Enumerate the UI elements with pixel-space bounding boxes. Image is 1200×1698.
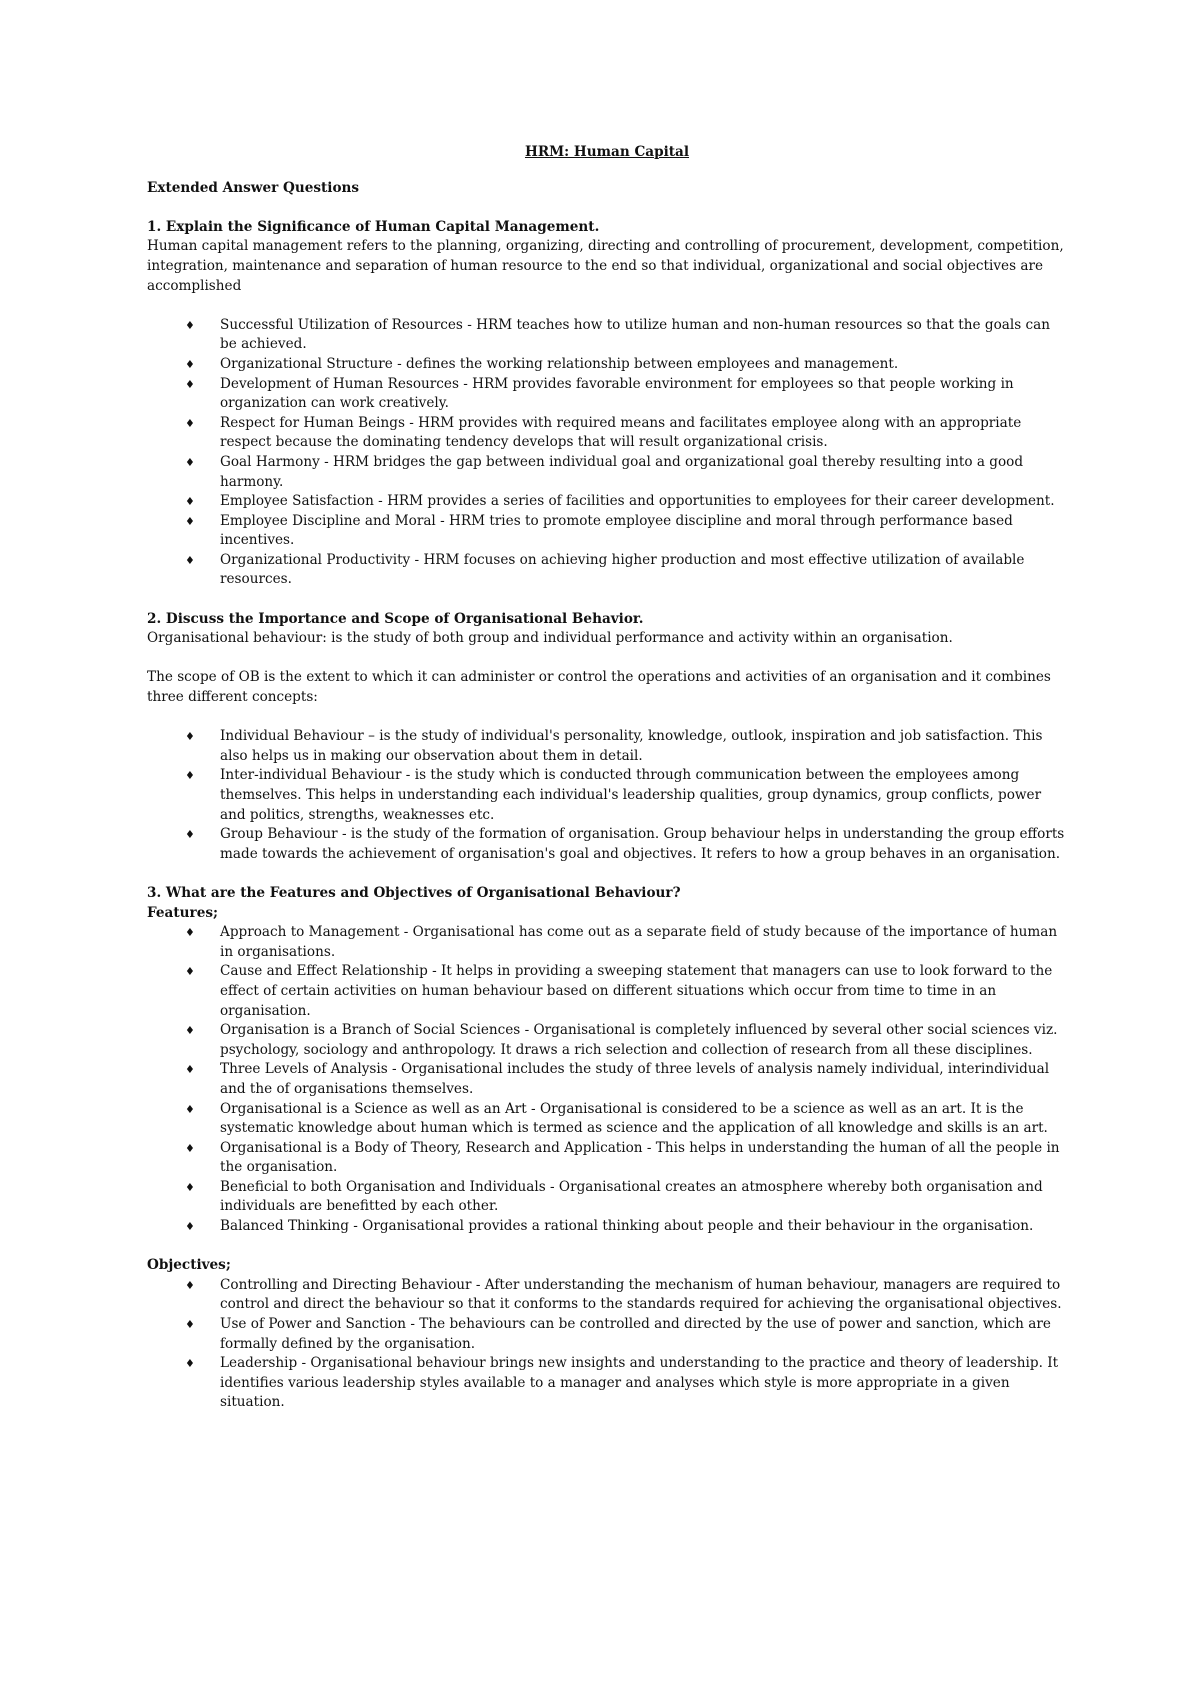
q2-bullet-list (147, 727, 1067, 864)
bullet-icon: ♦ (185, 1220, 195, 1234)
bullet-icon: ♦ (185, 1357, 195, 1371)
spacer (147, 590, 1067, 610)
list-item-text: Controlling and Directing Behaviour - After understanding the mechanism of human behaviour, managers are required to control and direct the behaviour so that it conforms to the standards required for achieving the organisational objectives. (220, 1276, 1062, 1313)
list-item (147, 492, 1067, 512)
spacer (147, 708, 1067, 728)
list-item (147, 1217, 1067, 1237)
bullet-icon: ♦ (185, 514, 195, 528)
list-item (147, 1354, 1067, 1413)
q3-heading: 3. What are the Features and Objectives of Organisational Behaviour? (147, 884, 681, 901)
list-item-text: Cause and Effect Relationship - It helps in providing a sweeping statement that managers can use to look forward to the effect of certain activities on human behaviour based on different situations which occur from time to time in an organisation. (220, 963, 1053, 1019)
bullet-icon: ♦ (185, 1141, 195, 1155)
bullet-icon: ♦ (185, 455, 195, 469)
list-item (147, 1178, 1067, 1217)
list-item-text: Inter-individual Behaviour - is the study which is conducted through communication between the employees among themselves. This helps in understanding each individual's leadership qualities, group dynamics, group conflicts, power and politics, strengths, weaknesses etc. (220, 767, 1042, 823)
list-item (147, 1276, 1067, 1315)
bullet-icon: ♦ (185, 357, 195, 371)
bullet-icon: ♦ (185, 553, 195, 567)
bullet-icon: ♦ (185, 1318, 195, 1332)
list-item-text: Organisation is a Branch of Social Sciences - Organisational is completely influenced by several other social sciences viz. psychology, sociology and anthropology. It draws a rich selection and collection of research from all these disciplines. (220, 1022, 1058, 1058)
list-item-text: Use of Power and Sanction - The behaviours can be controlled and directed by the use of power and sanction, which are formally defined by the organisation. (220, 1316, 1051, 1352)
bullet-icon: ♦ (185, 377, 195, 391)
list-item (147, 1021, 1067, 1060)
list-item (147, 1139, 1067, 1178)
q1-heading: 1. Explain the Significance of Human Capital Management. (147, 218, 600, 235)
q2-heading: 2. Discuss the Importance and Scope of Organisational Behavior. (147, 610, 644, 627)
list-item (147, 355, 1067, 375)
list-item-text: Individual Behaviour – is the study of individual's personality, knowledge, outlook, inspiration and job satisfaction. This also helps us in making our observation about them in detail. (220, 728, 1043, 764)
list-item (147, 727, 1067, 766)
bullet-icon: ♦ (185, 828, 195, 842)
q1-intro: Human capital management refers to the planning, organizing, directing and controlling of procurement, development, competition, integration, maintenance and separation of human resource to the end so that individual, organizational and social objectives are accomplished (147, 238, 1064, 294)
list-item (147, 551, 1067, 590)
bullet-icon: ♦ (185, 495, 195, 509)
list-item (147, 316, 1067, 355)
section-subtitle: Extended Answer Questions (147, 179, 360, 196)
list-item-text: Employee Discipline and Moral - HRM tries to promote employee discipline and moral through performance based incentives. (220, 512, 1013, 549)
list-item (147, 512, 1067, 551)
list-item (147, 1060, 1067, 1099)
list-item-text: Organisational is a Science as well as an Art - Organisational is considered to be a science as well as an art. It is the systematic knowledge about human which is termed as science and the application of all knowledge and skills is an art. (220, 1100, 1048, 1137)
list-item-text: Beneficial to both Organisation and Individuals - Organisational creates an atmosphere whereby both organisation and individuals are benefitted by each other. (220, 1178, 1043, 1215)
list-item-text: Development of Human Resources - HRM provides favorable environment for employees so that people working in organization can work creatively. (220, 375, 1014, 412)
list-item-text: Approach to Management - Organisational has come out as a separate field of study because of the importance of human in organisations. (220, 924, 1058, 960)
bullet-icon: ♦ (185, 416, 195, 430)
list-item-text: Organisational is a Body of Theory, Research and Application - This helps in understanding the human of all the people in the organisation. (220, 1139, 1060, 1176)
list-item (147, 923, 1067, 962)
spacer (147, 296, 1067, 316)
list-item-text: Organizational Productivity - HRM focuses on achieving higher production and most effective utilization of available resources. (220, 551, 1025, 588)
list-item (147, 1315, 1067, 1354)
q1-bullet-list (147, 316, 1067, 590)
features-label: Features; (147, 904, 219, 921)
features-list (147, 923, 1067, 1237)
objectives-list (147, 1276, 1067, 1413)
bullet-icon: ♦ (185, 926, 195, 940)
list-item (147, 414, 1067, 453)
bullet-icon: ♦ (185, 1180, 195, 1194)
q2-scope: The scope of OB is the extent to which it can administer or control the operations and activities of an organisation and it combines three different concepts: (147, 669, 1051, 706)
list-item (147, 962, 1067, 1021)
list-item-text: Three Levels of Analysis - Organisational includes the study of three levels of analysis namely individual, interindividual and the of organisations themselves. (220, 1061, 1050, 1097)
list-item (147, 453, 1067, 492)
bullet-icon: ♦ (185, 730, 195, 744)
bullet-icon: ♦ (185, 1063, 195, 1077)
list-item (147, 1100, 1067, 1139)
bullet-icon: ♦ (185, 318, 195, 332)
bullet-icon: ♦ (185, 1024, 195, 1038)
objectives-label: Objectives; (147, 1257, 231, 1274)
list-item-text: Leadership - Organisational behaviour brings new insights and understanding to the practice and theory of leadership. It identifies various leadership styles available to a manager and analyses which style is more appropriate in a given situation. (220, 1355, 1059, 1411)
q2-intro: Organisational behaviour: is the study of both group and individual performance and activity within an organisation. (147, 630, 953, 647)
list-item-text: Employee Satisfaction - HRM provides a series of facilities and opportunities to employees for their career development. (220, 493, 1055, 510)
list-item-text: Balanced Thinking - Organisational provides a rational thinking about people and their behaviour in the organisation. (220, 1218, 1034, 1235)
spacer (147, 864, 1067, 884)
spacer (147, 1237, 1067, 1257)
bullet-icon: ♦ (185, 1278, 195, 1292)
list-item-text: Organizational Structure - defines the working relationship between employees and management. (220, 355, 899, 372)
list-item-text: Goal Harmony - HRM bridges the gap between individual goal and organizational goal thereby resulting into a good harmony. (220, 453, 1024, 490)
bullet-icon: ♦ (185, 769, 195, 783)
list-item-text: Group Behaviour - is the study of the formation of organisation. Group behaviour helps in understanding the group efforts made towards the achievement of organisation's goal and objectives. It refers to how a group behaves in an organisation. (220, 826, 1065, 862)
list-item (147, 766, 1067, 825)
spacer (147, 649, 1067, 669)
list-item (147, 375, 1067, 414)
list-item (147, 825, 1067, 864)
bullet-icon: ♦ (185, 965, 195, 979)
list-item-text: Respect for Human Beings - HRM provides with required means and facilitates employee along with an appropriate respect because the dominating tendency develops that will result organizational crisis. (220, 414, 1022, 451)
list-item-text: Successful Utilization of Resources - HRM teaches how to utilize human and non-human resources so that the goals can be achieved. (220, 316, 1050, 353)
document-page (147, 143, 1067, 1413)
bullet-icon: ♦ (185, 1102, 195, 1116)
page-title: HRM: Human Capital (524, 144, 690, 160)
